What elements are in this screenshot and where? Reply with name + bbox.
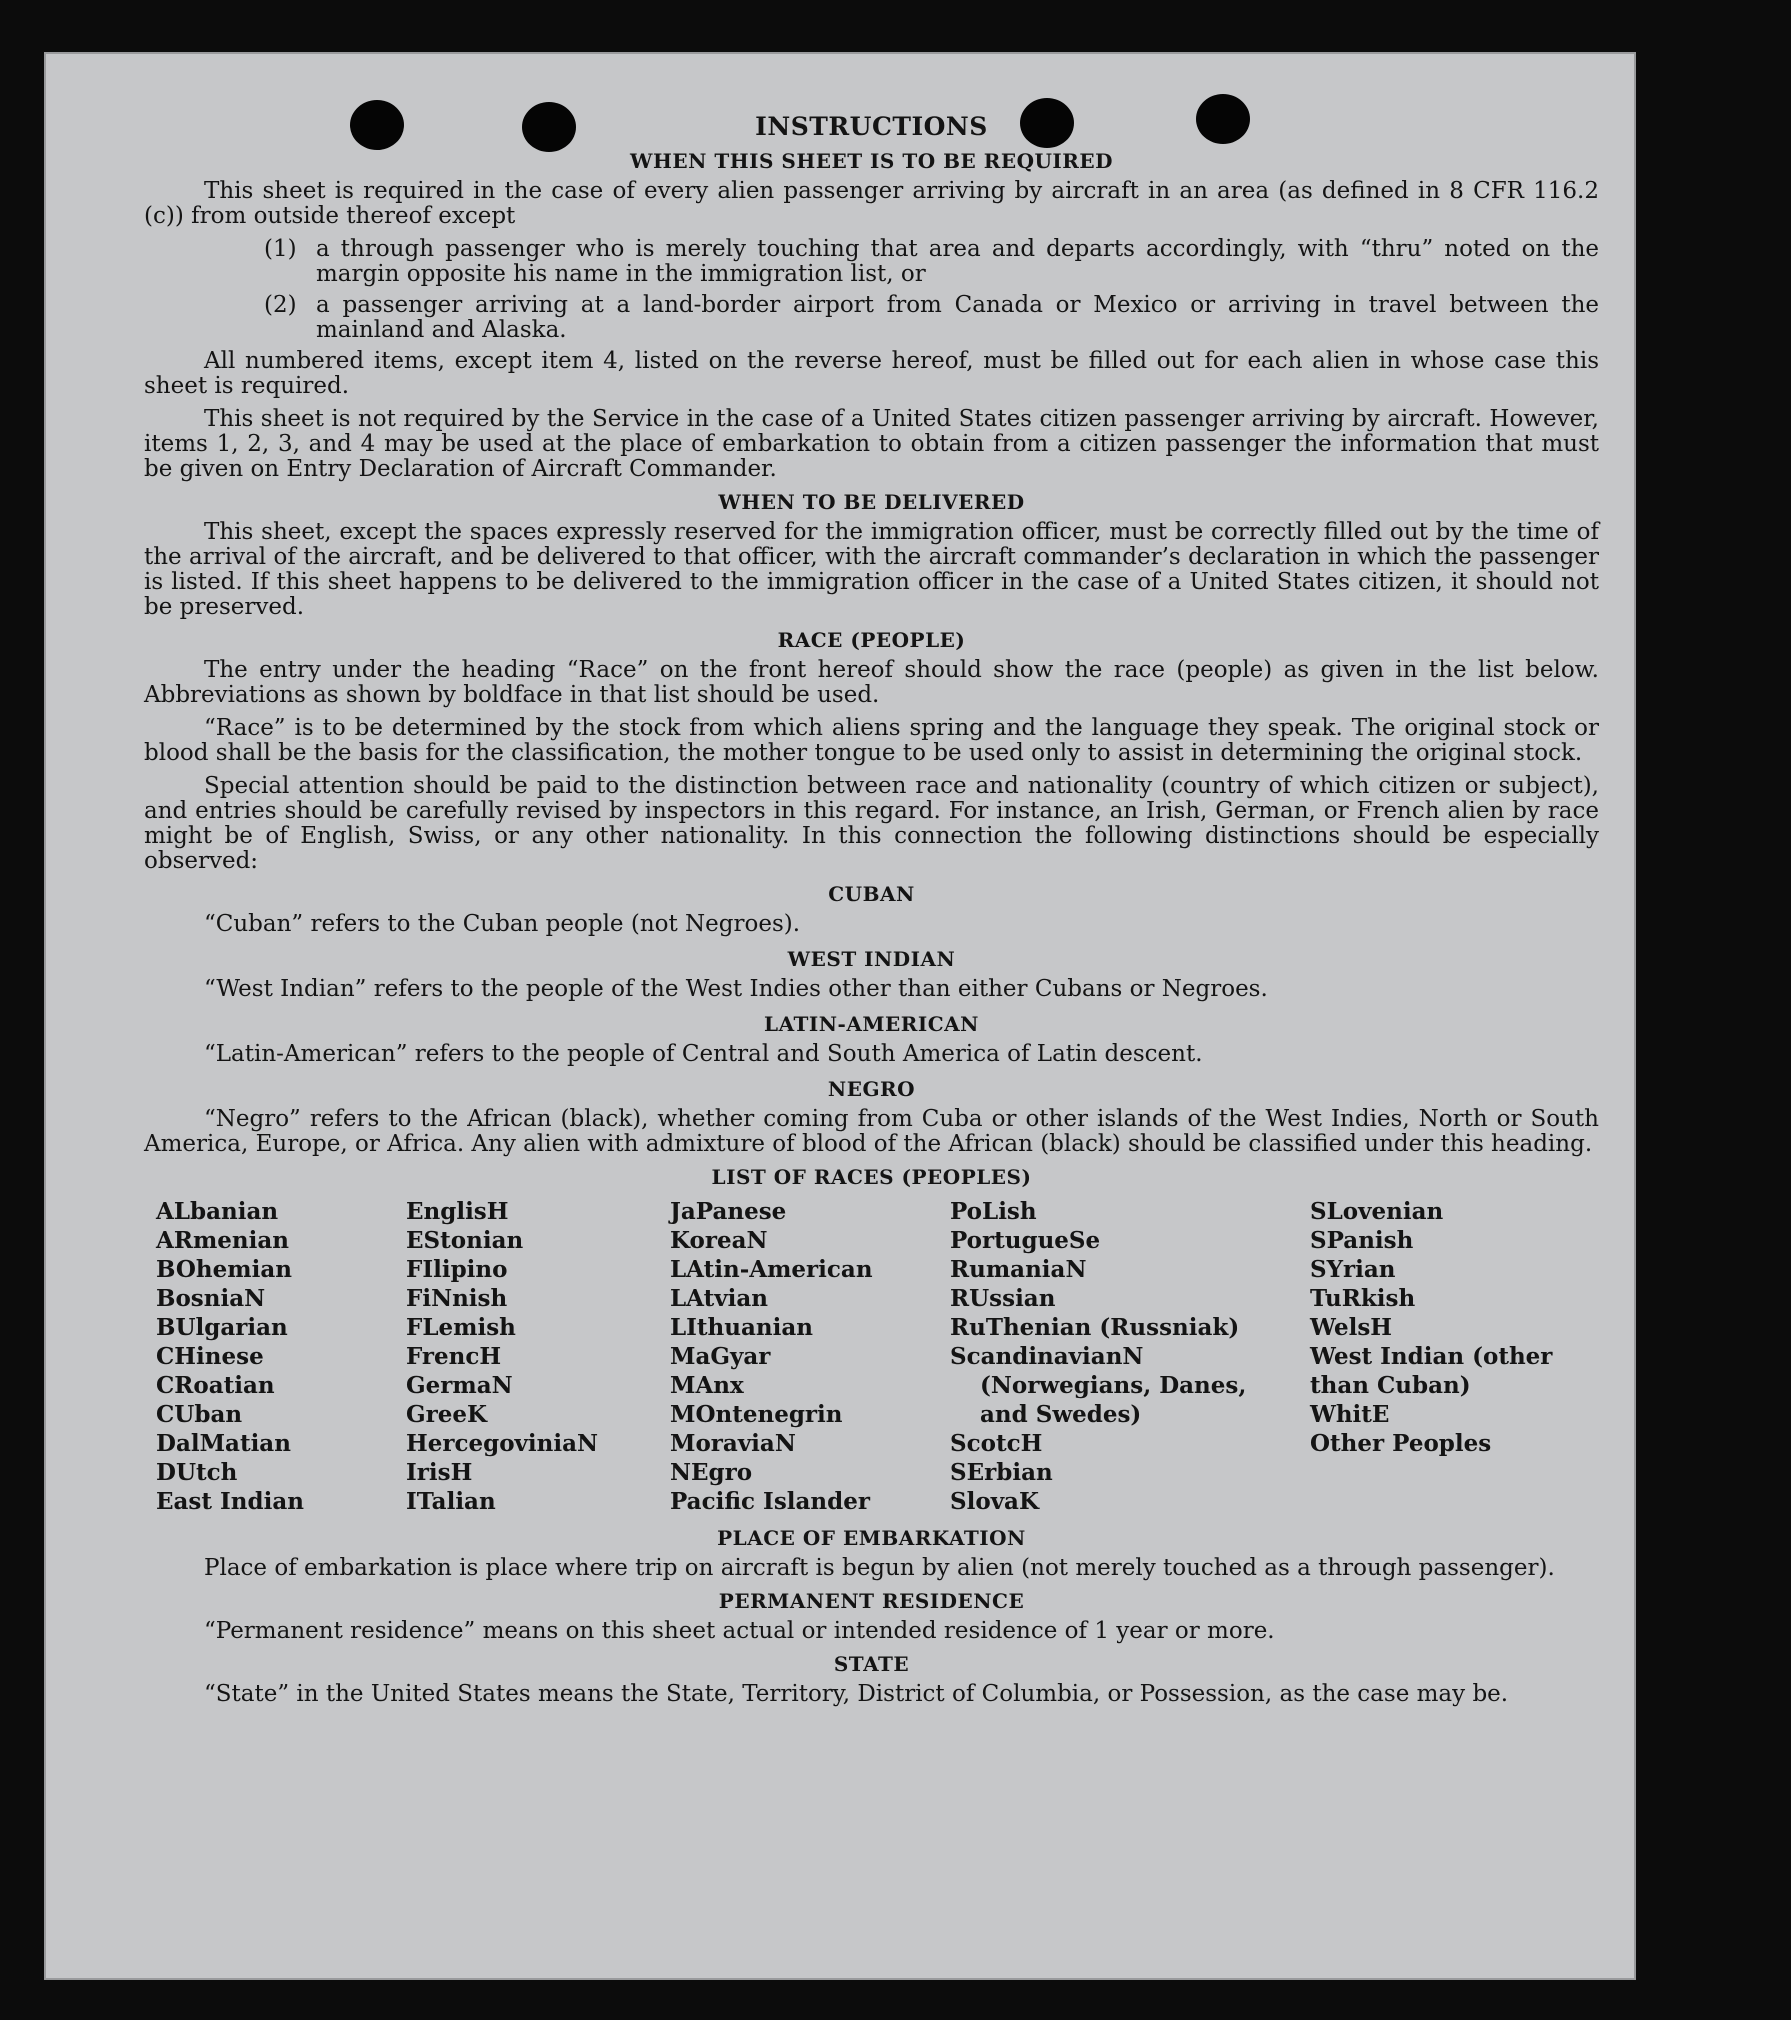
race-entry: RumaniaN [950,1256,1087,1283]
item-text: a passenger arriving at a land-border airport from Canada or Mexico or arriving in travel between the mainland and Alaska. [316,292,1599,343]
list-item [144,237,1599,287]
race-entry: DUtch [156,1459,238,1486]
races-list [144,1197,1599,1516]
section-heading-negro: NEGRO [827,1077,916,1101]
race-entry: Other Peoples [1310,1430,1492,1457]
race-entry: SYrian [1310,1256,1396,1283]
race-entry: West Indian (other than Cuban) [1310,1343,1553,1399]
race-entry: WhitE [1310,1401,1390,1428]
race-entry: MoraviaN [670,1430,796,1457]
race-entry: CHinese [156,1343,264,1370]
document-sheet [44,52,1636,1980]
race-entry: LIthuanian [670,1314,813,1341]
race-entry: MOntenegrin [670,1401,843,1428]
race-entry: MaGyar [670,1343,771,1370]
race-entry: NEgro [670,1459,753,1486]
race-entry: SPanish [1310,1227,1414,1254]
race-entry: DalMatian [156,1430,291,1457]
race-entry: JaPanese [670,1198,787,1225]
race-entry: ITalian [406,1488,496,1515]
race-entry: CRoatian [156,1372,275,1399]
page-title: INSTRUCTIONS [755,112,988,141]
races-column [156,1197,406,1516]
race-entry: BOhemian [156,1256,292,1283]
race-entry: Pacific Islander [670,1488,870,1515]
race-entry: BUlgarian [156,1314,288,1341]
race-entry: ALbanian [156,1198,279,1225]
section-heading-state: STATE [833,1652,910,1676]
race-entry: FiNnish [406,1285,508,1312]
race-entry: FLemish [406,1314,516,1341]
section-heading-permanent-residence: PERMANENT RESIDENCE [718,1589,1025,1613]
race-entry: SLovenian [1310,1198,1444,1225]
definition-text: “Cuban” refers to the Cuban people (not Negroes). [204,911,801,937]
race-entry: TuRkish [1310,1285,1416,1312]
definition-text: “Latin-American” refers to the people of Central and South America of Latin descent. [204,1041,1203,1067]
race-entry: PortugueSe [950,1227,1101,1254]
paragraph: This sheet is not required by the Service in the case of a United States citizen passenger arriving by aircraft. However, items 1, 2, 3, and 4 may be used at the place of embarkation to obtain from a citizen passenger the information that must be given on Entry Declaration of Aircraft Commander. [144,406,1599,482]
definition-text: “West Indian” refers to the people of the West Indies other than either Cubans or Negroes. [204,976,1268,1002]
race-entry: LAtin-American [670,1256,873,1283]
race-entry: FIlipino [406,1256,508,1283]
section-heading-cuban: CUBAN [828,882,915,906]
race-entry: RuThenian (Russniak) [950,1314,1240,1341]
race-entry: BosniaN [156,1285,266,1312]
races-column [406,1197,670,1516]
paragraph: “Permanent residence” means on this sheet actual or intended residence of 1 year or more. [204,1618,1275,1644]
paragraph: This sheet, except the spaces expressly reserved for the immigration officer, must be correctly filled out by the time of the arrival of the aircraft, and be delivered to that officer, with the aircraft commander’s declaration in which the passenger is listed. If this sheet happens to be delivered to the immigration officer in the case of a United States citizen, it should not be preserved. [144,519,1599,620]
paragraph: All numbered items, except item 4, listed on the reverse hereof, must be filled out for each alien in whose case this sheet is required. [144,348,1599,399]
item-text: a through passenger who is merely touching that area and departs accordingly, with “thru” noted on the margin opposite his name in the immigration list, or [316,236,1599,287]
item-number: (1) [264,236,297,262]
section-heading-place-of-embarkation: PLACE OF EMBARKATION [717,1526,1026,1550]
races-column [1310,1197,1580,1516]
race-entry: EStonian [406,1227,524,1254]
section-heading-west-indian: WEST INDIAN [787,947,956,971]
paragraph: The entry under the heading “Race” on the front hereof should show the race (people) as given in the list below. Abbreviations as shown by boldface in that list should be used. [144,657,1599,708]
item-number: (2) [264,292,297,318]
race-entry: MAnx [670,1372,744,1399]
races-column [670,1197,950,1516]
race-entry: ScotcH [950,1430,1043,1457]
race-entry: SErbian [950,1459,1053,1486]
race-entry: HercegoviniaN [406,1430,599,1457]
race-entry: East Indian [156,1488,304,1515]
paragraph: “State” in the United States means the State, Territory, District of Columbia, or Possession, as the case may be. [204,1681,1509,1707]
race-entry: IrisH [406,1459,473,1486]
race-entry: CUban [156,1401,243,1428]
section-heading-race: RACE (PEOPLE) [777,628,966,652]
paragraph: This sheet is required in the case of every alien passenger arriving by aircraft in an area (as defined in 8 CFR 116.2 (c)) from outside thereof except [144,178,1599,229]
race-entry: ScandinavianN (Norwegians, Danes, and Swedes) [950,1343,1247,1428]
race-entry: GreeK [406,1401,488,1428]
race-entry: ARmenian [156,1227,290,1254]
race-entry: SlovaK [950,1488,1039,1515]
paragraph: Special attention should be paid to the distinction between race and nationality (country of which citizen or subject), and entries should be carefully revised by inspectors in this regard. For instance, an Irish, German, or French alien by race might be of English, Swiss, or any other nationality. In this connection the following distinctions should be especially observed: [144,773,1599,874]
race-entry: FrencH [406,1343,502,1370]
section-heading-when-required: WHEN THIS SHEET IS TO BE REQUIRED [630,149,1113,173]
section-heading-latin-american: LATIN-AMERICAN [764,1012,979,1036]
instructions-content [144,112,1599,1715]
list-item [144,293,1599,343]
paragraph: “Negro” refers to the African (black), whether coming from Cuba or other islands of the West Indies, North or South America, Europe, or Africa. Any alien with admixture of blood of the African (black) should be classified under this heading. [144,1106,1599,1157]
race-entry: LAtvian [670,1285,768,1312]
race-entry: EnglisH [406,1198,509,1225]
race-entry: KoreaN [670,1227,768,1254]
section-heading-list-of-races: LIST OF RACES (PEOPLES) [711,1165,1032,1189]
section-heading-when-delivered: WHEN TO BE DELIVERED [718,490,1025,514]
races-column [950,1197,1310,1516]
race-entry: RUssian [950,1285,1056,1312]
race-entry: WelsH [1310,1314,1393,1341]
paragraph: Place of embarkation is place where trip on aircraft is begun by alien (not merely touched as a through passenger). [204,1555,1555,1581]
paragraph: “Race” is to be determined by the stock from which aliens spring and the language they speak. The original stock or blood shall be the basis for the classification, the mother tongue to be used only to assist in determining the original stock. [144,715,1599,766]
race-entry: PoLish [950,1198,1037,1225]
race-entry: GermaN [406,1372,513,1399]
